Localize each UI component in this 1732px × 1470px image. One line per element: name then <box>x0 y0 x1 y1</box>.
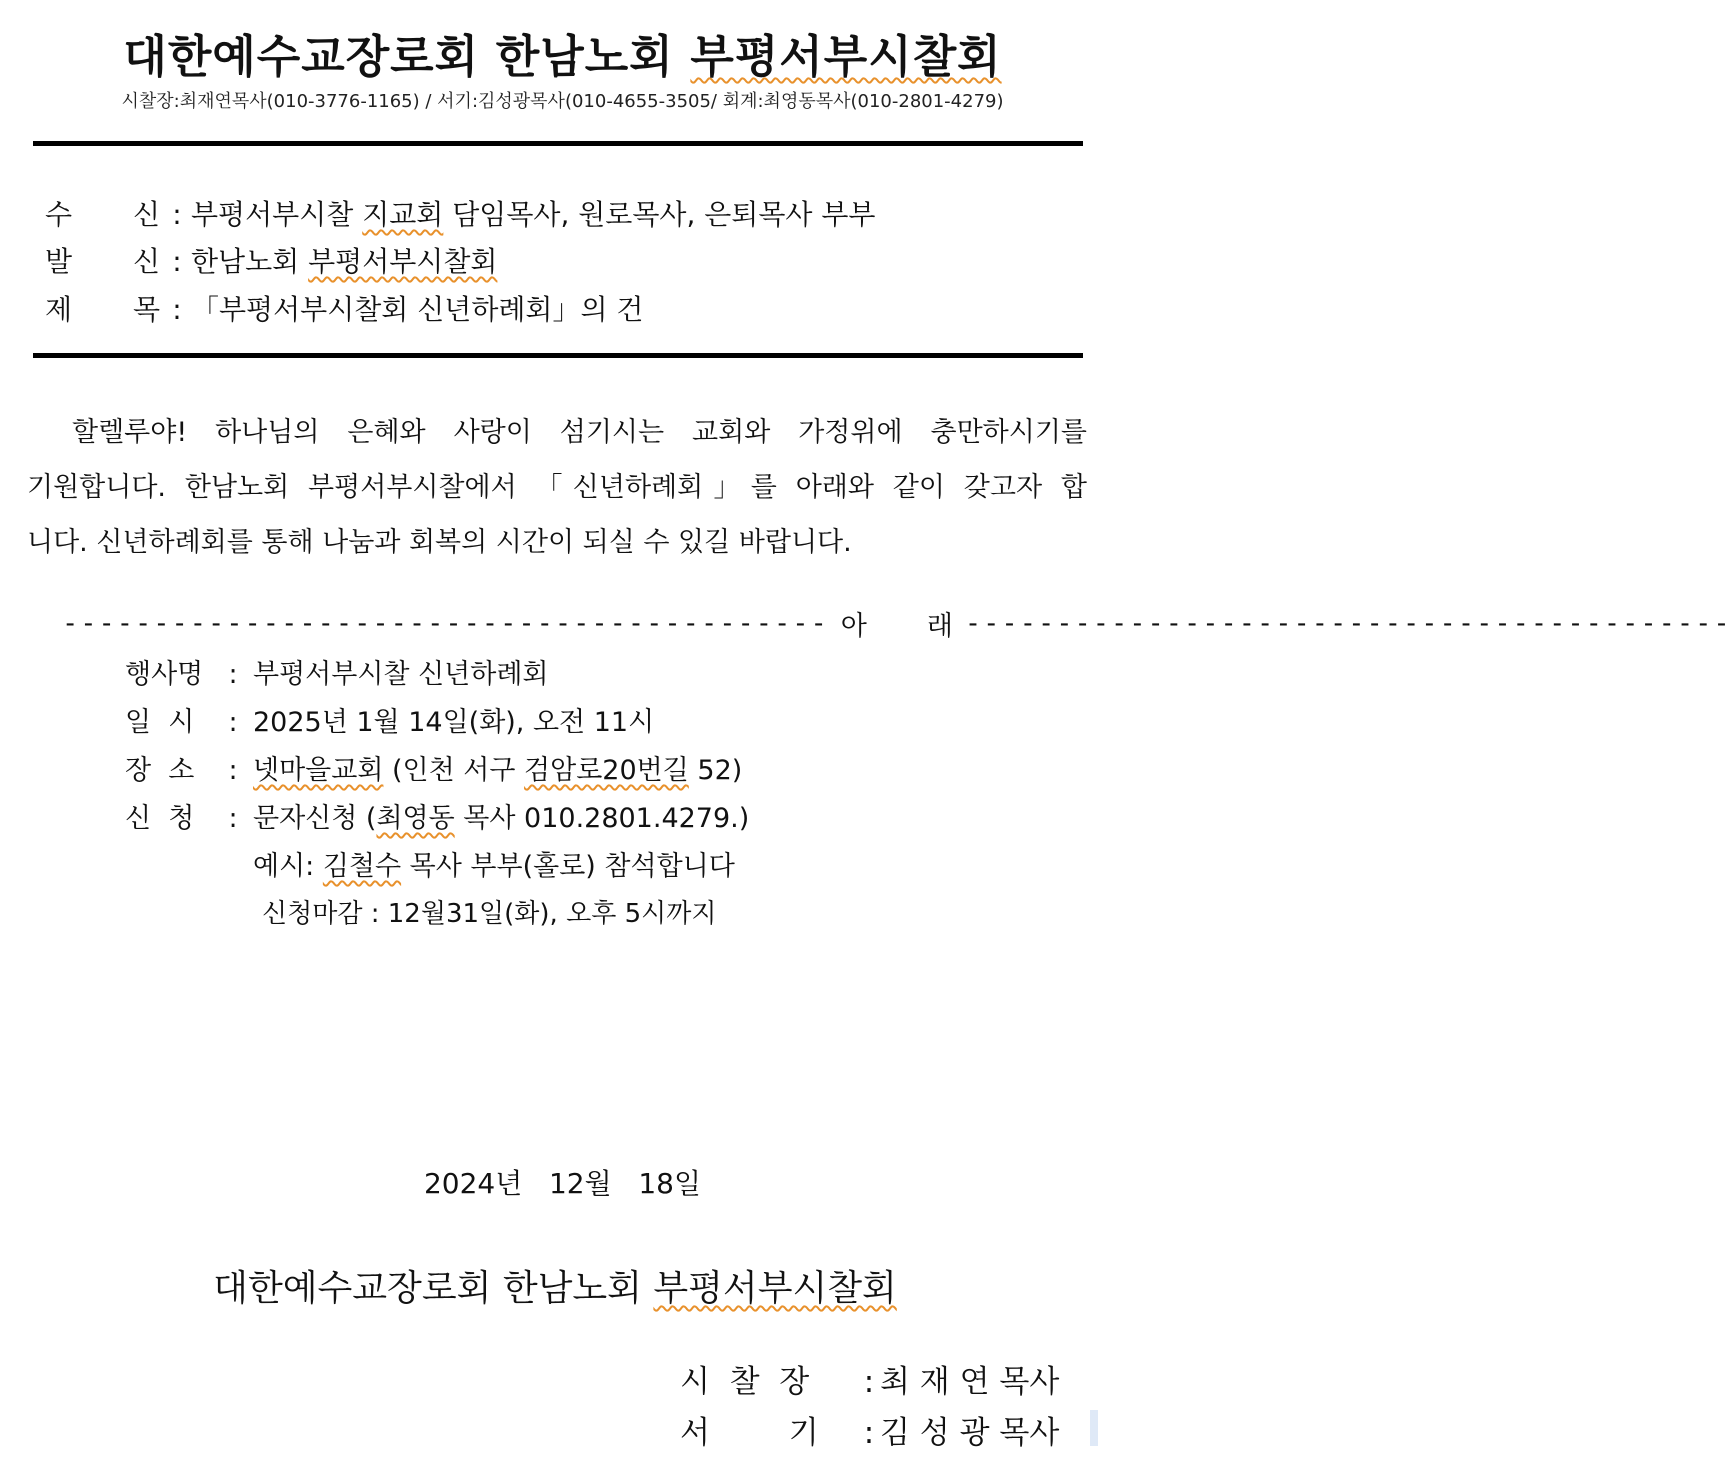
text-cursor-highlight <box>1090 1410 1098 1446</box>
signing-organization <box>0 1260 1110 1311</box>
detail-event-label: 행사명 <box>125 659 204 690</box>
detail-example-pre: 예시: <box>253 851 323 882</box>
sender-colon: : <box>172 245 182 278</box>
detail-datetime-label: 일 시 <box>125 707 195 738</box>
recipient-row <box>45 193 875 233</box>
detail-example-row <box>253 844 735 883</box>
org-main: 대한예수교장로회 한남노회 <box>213 1268 654 1309</box>
detail-datetime-row <box>125 700 654 739</box>
recipient-colon: : <box>172 198 182 231</box>
detail-apply-contact: 최영동 <box>376 803 455 834</box>
detail-deadline: 신청마감 : 12월31일(화), 오후 5시까지 <box>262 899 717 929</box>
signature-chair-label: 시 찰 장 <box>680 1364 810 1400</box>
details-separator <box>62 604 1732 643</box>
detail-place-street: 검암로20번길 <box>524 755 689 786</box>
detail-event-colon: : <box>228 659 238 690</box>
recipient-label-b: 신 <box>133 198 161 231</box>
subject-label-b: 목 <box>133 293 161 326</box>
detail-apply-post: 목사 010.2801.4279.) <box>454 803 750 834</box>
sender-label-b: 신 <box>133 245 161 278</box>
detail-event-row <box>125 652 548 691</box>
org-tail: 부평서부시찰회 <box>653 1268 897 1309</box>
detail-datetime-colon: : <box>228 707 238 738</box>
signature-secretary-label: 서 기 <box>680 1415 819 1451</box>
detail-place-colon: : <box>228 755 238 786</box>
signature-secretary-colon: : <box>863 1415 875 1451</box>
document-date: 2024년 12월 18일 <box>423 1167 702 1200</box>
detail-apply-colon: : <box>228 803 238 834</box>
subject-row <box>45 288 643 328</box>
subject-colon: : <box>172 293 182 326</box>
body-line-3: 니다. 신년하례회를 통해 나눔과 회복의 시간이 되실 수 있길 바랍니다. <box>27 527 852 558</box>
title-tail: 부평서부시찰회 <box>690 30 1002 83</box>
title-main: 대한예수교장로회 한남노회 <box>123 30 691 83</box>
signature-chair-name: 최 재 연 목사 <box>880 1364 1060 1400</box>
detail-place-church: 넷마을교회 <box>253 755 384 786</box>
detail-place-label: 장 소 <box>125 755 195 786</box>
sender-label-a: 발 <box>45 245 73 278</box>
separator-right-dashes: ------------------------------------------ <box>964 608 1732 639</box>
detail-datetime-value: 2025년 1월 14일(화), 오전 11시 <box>253 707 655 738</box>
detail-apply-pre: 문자신청 ( <box>253 803 377 834</box>
detail-place-mid: (인천 서구 <box>383 755 525 786</box>
recipient-value-post: 담임목사, 원로목사, 은퇴목사 부부 <box>443 198 876 231</box>
body-line-1: 할렐루야! 하나님의 은혜와 사랑이 섬기시는 교회와 가정위에 충만하시기를 <box>72 417 1087 448</box>
sender-row <box>45 240 497 280</box>
signature-chair-colon: : <box>863 1364 875 1400</box>
detail-place-row <box>125 748 742 787</box>
body-line-2: 기원합니다. 한남노회 부평서부시찰에서 「신년하례회」를 아래와 같이 갖고자 합 <box>27 472 1087 503</box>
sender-value-sq: 부평서부시찰회 <box>308 245 498 278</box>
recipient-value-sq: 지교회 <box>362 198 444 231</box>
officer-contacts: 시찰장:최재연목사(010-3776-1165) / 서기:김성광목사(010-4655-3505/ 회계:최영동목사(010-2801-4279) <box>121 91 1004 112</box>
separator-char-2: 래 <box>926 611 953 642</box>
detail-apply-label: 신 청 <box>125 803 195 834</box>
subject-value: 「부평서부시찰회 신년하례회」의 건 <box>191 293 644 326</box>
signature-chair-row <box>680 1356 1059 1401</box>
recipient-label-a: 수 <box>45 198 73 231</box>
subject-label-a: 제 <box>45 293 73 326</box>
top-divider <box>33 141 1083 146</box>
detail-apply-row <box>125 796 749 835</box>
signature-secretary-name: 김 성 광 목사 <box>880 1415 1060 1451</box>
detail-example-post: 목사 부부(홀로) 참석합니다 <box>401 851 735 882</box>
detail-example-name: 김철수 <box>322 851 402 882</box>
detail-event-value: 부평서부시찰 신년하례회 <box>253 659 549 690</box>
separator-left-dashes: ------------------------------------------ <box>62 608 829 639</box>
sender-value-pre: 한남노회 <box>191 245 309 278</box>
detail-place-post: 52) <box>688 755 743 786</box>
header-bottom-divider <box>33 353 1083 358</box>
separator-char-1: 아 <box>840 611 867 642</box>
document-title <box>0 20 1125 85</box>
recipient-value-pre: 부평서부시찰 <box>191 198 363 231</box>
signature-secretary-row <box>680 1407 1059 1452</box>
